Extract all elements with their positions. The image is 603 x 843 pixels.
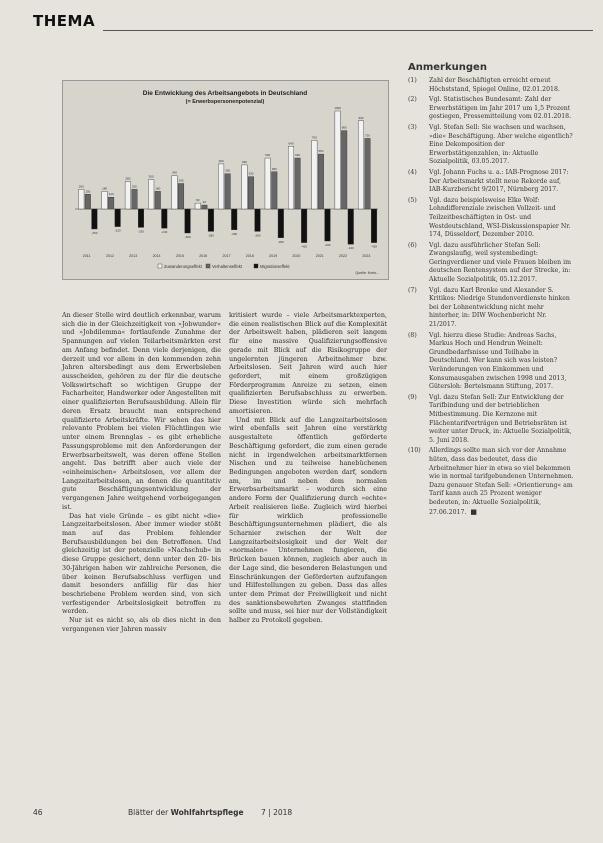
note-number: (2) (408, 96, 417, 104)
note-text: Vgl. Johann Fuchs u. a.: IAB-Prognose 2017: Der Arbeitsmarkt stellt neue Rekorde auf, IAB-Kurzbericht 9/2017, Nürnberg 2017. (429, 168, 569, 194)
page-footer (33, 808, 573, 822)
data-label: -280 (207, 233, 214, 238)
data-label: -420 (371, 244, 378, 249)
bar-2021-2 (325, 209, 331, 241)
data-label: 330 (248, 171, 254, 176)
data-label: 460 (218, 158, 224, 163)
data-label: 520 (295, 153, 301, 158)
tick-label-2016: 2016 (199, 254, 208, 258)
note-text: Vgl. hierzu diese Studie: Andreas Sachs, Markus Hoch und Hendrun Weinelt: Grundbedarfsnisse und Teilhabe in Deutschland. Wer kann sich was leisten? Veränderungen von Einkommen und Konsumausgaben zwischen 1998 und 2013, Gütersloh: Bertelsmann Stiftung, 2017. (429, 331, 567, 391)
note-item (408, 242, 574, 285)
data-label: 800 (341, 125, 347, 130)
data-label: -420 (301, 244, 308, 249)
bar-2014-2 (162, 209, 168, 228)
note-text: Zahl der Beschäftigten erreicht erneut Höchststand, Spiegel Online, 02.01.2018. (429, 77, 560, 93)
tick-label-2022: 2022 (339, 254, 348, 258)
tick-label-2013: 2013 (129, 254, 138, 258)
data-label: -260 (231, 231, 238, 236)
bar-2016-2 (208, 209, 214, 231)
note-text: Vgl. dazu beispielsweise Elke Wolf: Lohndifferenziale zwischen Vollzeit- und Teilzeitbeschäftigten in Ost- und Westdeutschland, WSI-Diskussionspapier Nr. 174, Düsseldorf, Dezember 2010. (429, 196, 571, 239)
data-label: -240 (161, 230, 168, 235)
bar-2022-0 (335, 111, 341, 209)
tick-label-2018: 2018 (245, 254, 254, 258)
bar-chart (63, 81, 388, 279)
bar-2012-0 (102, 191, 108, 209)
bar-2016-0 (195, 203, 201, 209)
notes-column (408, 62, 574, 519)
tick-label-2012: 2012 (105, 254, 114, 258)
end-mark: ■ (470, 507, 478, 516)
data-label: 260 (178, 178, 184, 183)
header-rule (103, 30, 593, 31)
bar-2021-0 (312, 140, 318, 209)
bar-2012-2 (115, 209, 121, 227)
bar-2018-1 (248, 177, 254, 209)
note-number: (3) (408, 123, 417, 131)
note-number: (4) (408, 168, 417, 176)
data-label: -220 (114, 228, 121, 233)
note-item (408, 332, 574, 392)
data-label: 60 (196, 198, 200, 203)
bar-2015-0 (172, 176, 178, 209)
note-number: (7) (408, 286, 417, 294)
journal-prefix: Blätter der (128, 808, 171, 817)
bar-2012-1 (108, 197, 114, 209)
page-header (33, 10, 593, 36)
note-number: (1) (408, 77, 417, 84)
note-text: Vgl. dazu Karl Brenke und Alexander S. Kritikos: Niedrige Stundenverdienste hinken bei der Lohnentwicklung nicht mehr hinterher, in: DIW Wochenbericht Nr. 21/2017. (429, 286, 570, 329)
chart-subtitle: (= Erwerbspersonenpotenzial) (185, 99, 265, 105)
bar-2018-2 (255, 209, 261, 231)
notes-list (408, 77, 574, 517)
data-label: 1000 (334, 106, 341, 110)
bar-2020-1 (295, 158, 301, 209)
note-number: (10) (408, 447, 421, 455)
data-label: 450 (241, 159, 247, 164)
note-item (408, 447, 574, 517)
section-title: THEMA (33, 12, 96, 30)
legend-label-0: Zuwanderungseffekt (164, 264, 202, 269)
bar-2023-1 (365, 138, 371, 209)
data-label: 340 (171, 170, 178, 175)
bar-2017-2 (231, 209, 237, 230)
page-number: 46 (33, 808, 43, 817)
bar-2023-0 (358, 121, 364, 209)
bar-2022-2 (348, 209, 354, 244)
note-item (408, 96, 574, 122)
tick-label-2023: 2023 (362, 254, 371, 258)
bar-2013-1 (132, 189, 138, 209)
bar-2013-0 (125, 182, 131, 209)
note-number: (9) (408, 393, 417, 401)
legend-label-2: Migrationseffekt (260, 264, 290, 269)
bar-2013-2 (138, 209, 144, 227)
data-label: 720 (365, 133, 371, 138)
note-item (408, 394, 574, 446)
data-label: -280 (254, 233, 261, 238)
data-label: 180 (102, 186, 108, 191)
data-label: 40 (202, 200, 207, 205)
notes-heading: Anmerkungen (408, 62, 487, 73)
bar-2011-1 (85, 194, 91, 209)
bar-2017-1 (225, 174, 231, 209)
bar-2014-1 (155, 191, 161, 209)
paragraph: An dieser Stelle wird deutlich erkennbar, warum sich die in der Gleichzeitigkeit von »Jobwunder« und »Jobdilemma« fortlaufende Zunahme der Spannungen auf vielen Teilarbeitsmärkten erst am Anfang befindet. Denn viele derjenigen, die derzeit und vor allem in den kommenden zehn Jahren altersbedingt aus dem Erwerbsleben ausscheiden, gehören zu der für die deutsche Volkswirtschaft so wichtigen Gruppe der Facharbeiter, Handwerker oder Angestellten mit einer qualifizierten Berufsausbildung. Allein für deren Ersatz braucht man entsprechend qualifizierte Arbeitskräfte. Wir sehen das hier relevante Problem bei vielen Flüchtlingen wie unter einem Brennglas – es gibt erhebliche Passungsprobleme mit den Anforderungen der Erwerbsarbeitswelt, was deren offene Stellen angeht. Das betrifft aber auch viele der »einheimischen« Arbeitslosen, vor allem der Langzeitarbeitslosen, an denen die quantitativ gute Beschäftigungsentwicklung der vergangenen Jahre weitgehend vorbeigegangen ist. (62, 311, 221, 511)
data-label: 300 (148, 174, 154, 179)
note-item (408, 287, 574, 330)
body-column-left (62, 311, 221, 634)
bar-2021-1 (318, 154, 324, 209)
data-label: 180 (155, 186, 161, 191)
tick-label-2019: 2019 (269, 254, 278, 258)
data-label: 280 (125, 176, 131, 181)
chart-title: Die Entwicklung des Arbeitsangebots in Deutschland (142, 90, 308, 97)
bar-2016-1 (202, 205, 208, 209)
tick-label-2021: 2021 (315, 254, 324, 258)
tick-label-2017: 2017 (222, 254, 231, 258)
bar-2023-2 (371, 209, 377, 243)
tick-label-2020: 2020 (292, 254, 301, 258)
data-label: -250 (91, 231, 98, 235)
note-item (408, 124, 574, 167)
bar-2020-2 (301, 209, 307, 243)
note-number: (8) (408, 331, 417, 339)
legend-swatch-2 (254, 264, 258, 268)
journal-name (128, 808, 244, 817)
note-text: Vgl. dazu Stefan Sell: Zur Entwicklung der Tarifbindung und der betrieblichen Mitbestimmung. Die Kernzone mit Flächentarifverträgen und Betriebsräten ist weiter unter Druck, in: Aktuelle Sozialpolitik, 5. Juni 2018. (429, 393, 572, 444)
paragraph: kritisiert wurde – viele Arbeitsmarktexperten, die einen realistischen Blick auf die Komplexität der Arbeitswelt haben, plädieren seit langem für eine massive Qualifizierungsoffensive gerade mit Blick auf die Risikogruppe der ungelernten jüngeren Arbeitnehmer bzw. Arbeitslosen. Seit Jahren wird auch hier gefordert, mit einem großzügigen Förderprogramm Anreize zu setzen, einen qualifizierten Berufsabschluss zu erwerben. Diese Investition würde sich mehrfach amortisieren. (229, 311, 387, 415)
journal-bold: Wohlfahrtspflege (170, 808, 244, 817)
data-label: 700 (311, 135, 317, 140)
bar-2014-0 (148, 180, 154, 209)
bar-2020-0 (288, 146, 294, 209)
data-label: 200 (78, 184, 84, 189)
bar-2015-1 (178, 184, 184, 209)
data-label: 640 (288, 141, 294, 146)
bar-2011-0 (78, 189, 84, 209)
data-label: 520 (265, 153, 271, 158)
paragraph: Und mit Blick auf die Langzeitarbeitslosen wird ebenfalls seit Jahren eine verstärktg ausgestaltete öffentlich geförderte Beschäftigung gefordert, die zum einen gerade nicht in irgendwelchen arbeitsmarktfernen Nischen und zu teilweise hanebüchenen Bedingungen angeboten werden darf, sondern am, im und neben dem normalen Erwerbsarbeitsmarkt – wodurch sich eine andere Form der Qualifizierung durch »echte« Arbeit realisieren ließe. Zugleich wird hierbei für wirklich professionelle Beschäftigungsunternehmen plädiert, die als Scharnier zwischen der Welt der Langzeitarbeitslosigkeit und der Welt der »normalen« Unternehmen fungieren, die Brücken bauen können, zugleich aber auch in der Lage sind, die besonderen Belastungen und Einschränkungen der Geförderten aufzufangen und Hilfestellungen zu geben. Dass das alles unter dem Primat der Freiwilligkeit und nicht des sanktionsbewehrten Zwanges stattfinden sollte und muss, sei hier nur der Vollständigkeit halber zu Protokoll gegeben. (229, 415, 387, 625)
bar-2022-1 (341, 131, 347, 209)
body-column-middle (229, 311, 387, 625)
data-label: -440 (347, 246, 354, 251)
note-text: Vgl. dazu ausführlicher Stefan Sell: Zwangslaufig, weil systembedingt: Geringverdiener und viele Frauen bleiben im deutschen Rentensystem auf der Strecke, in: Aktuelle Sozialpolitik, 05.12.2017. (429, 241, 571, 284)
data-label: -400 (324, 243, 331, 247)
note-item (408, 169, 574, 195)
legend-swatch-1 (206, 264, 210, 268)
note-text: Vgl. Stefan Sell: Sie wachsen und wachsen, »die« Beschäftigung. Aber welche eigentlich? Eine Dekomposition der Erwerbstätigenzahlen, in: Aktuelle Sozialpolitik, 03.05.2017. (429, 123, 573, 166)
tick-label-2011: 2011 (82, 254, 91, 258)
bar-2017-0 (218, 164, 224, 209)
note-number: (5) (408, 196, 417, 204)
figure (62, 80, 389, 280)
legend-label-1: Verhaltenseffekt (212, 264, 242, 269)
chart-source: Quelle: Kreis... (355, 271, 379, 275)
note-number: (6) (408, 241, 417, 249)
paragraph: Das hat viele Gründe – es gibt nicht »die« Langzeitarbeitslosen. Aber immer wieder stößt man auf das Problem fehlender Berufsausbildungen bei den Betroffenen. Und gleichzeitig ist der potenzielle »Nachschub« in diese Gruppe gesichert, denn unter den 20- bis 30-Jährigen haben wir zahlreiche Personen, die über keinen Berufsabschluss verfügen und damit besonders anfällig für das hier beschriebene Problem werden sind, von sich verfestigender Arbeitslosigkeit betroffen zu werden. (62, 511, 221, 616)
data-label: 380 (271, 166, 277, 171)
issue-number: 7 | 2018 (261, 808, 293, 817)
data-label: 900 (358, 115, 364, 120)
note-text: Vgl. Statistisches Bundesamt: Zahl der Erwerbstätigen im Jahr 2017 um 1,5 Prozent gestiegen, Pressemitteilung vom 02.01.2018. (429, 96, 572, 121)
data-label: -300 (184, 235, 191, 239)
bar-2019-1 (272, 172, 278, 209)
note-text: Allerdings sollte man sich vor der Annahme hüten, dass das bedeutet, dass die Arbeitnehmer hier in etwa so viel bekommen wie in normal tarifgebundenen Unternehmen. Dazu genauer Stefan Sell: »Orientierung« am Tarif kann auch 25 Prozent weniger bedeuten, in: Aktuelle Sozialpolitik, 27.06.2017. (429, 447, 574, 516)
data-label: -230 (137, 229, 144, 234)
note-item (408, 77, 574, 94)
data-label: 120 (108, 192, 114, 197)
bar-2019-2 (278, 209, 284, 238)
bar-2015-2 (185, 209, 191, 233)
tick-label-2015: 2015 (175, 254, 184, 258)
data-label: 150 (85, 189, 91, 194)
data-label: 560 (318, 149, 324, 154)
data-label: 200 (131, 184, 137, 189)
note-item (408, 197, 574, 240)
bar-2018-0 (242, 165, 248, 209)
bar-2011-2 (92, 209, 98, 229)
bar-2019-0 (265, 158, 271, 209)
data-label: 360 (225, 168, 231, 173)
legend-swatch-0 (158, 264, 162, 268)
paragraph: Nur ist es nicht so, als ob dies nicht in den vergangenen vier Jahren massiv (62, 616, 221, 633)
data-label: -360 (277, 239, 284, 244)
tick-label-2014: 2014 (152, 254, 161, 258)
